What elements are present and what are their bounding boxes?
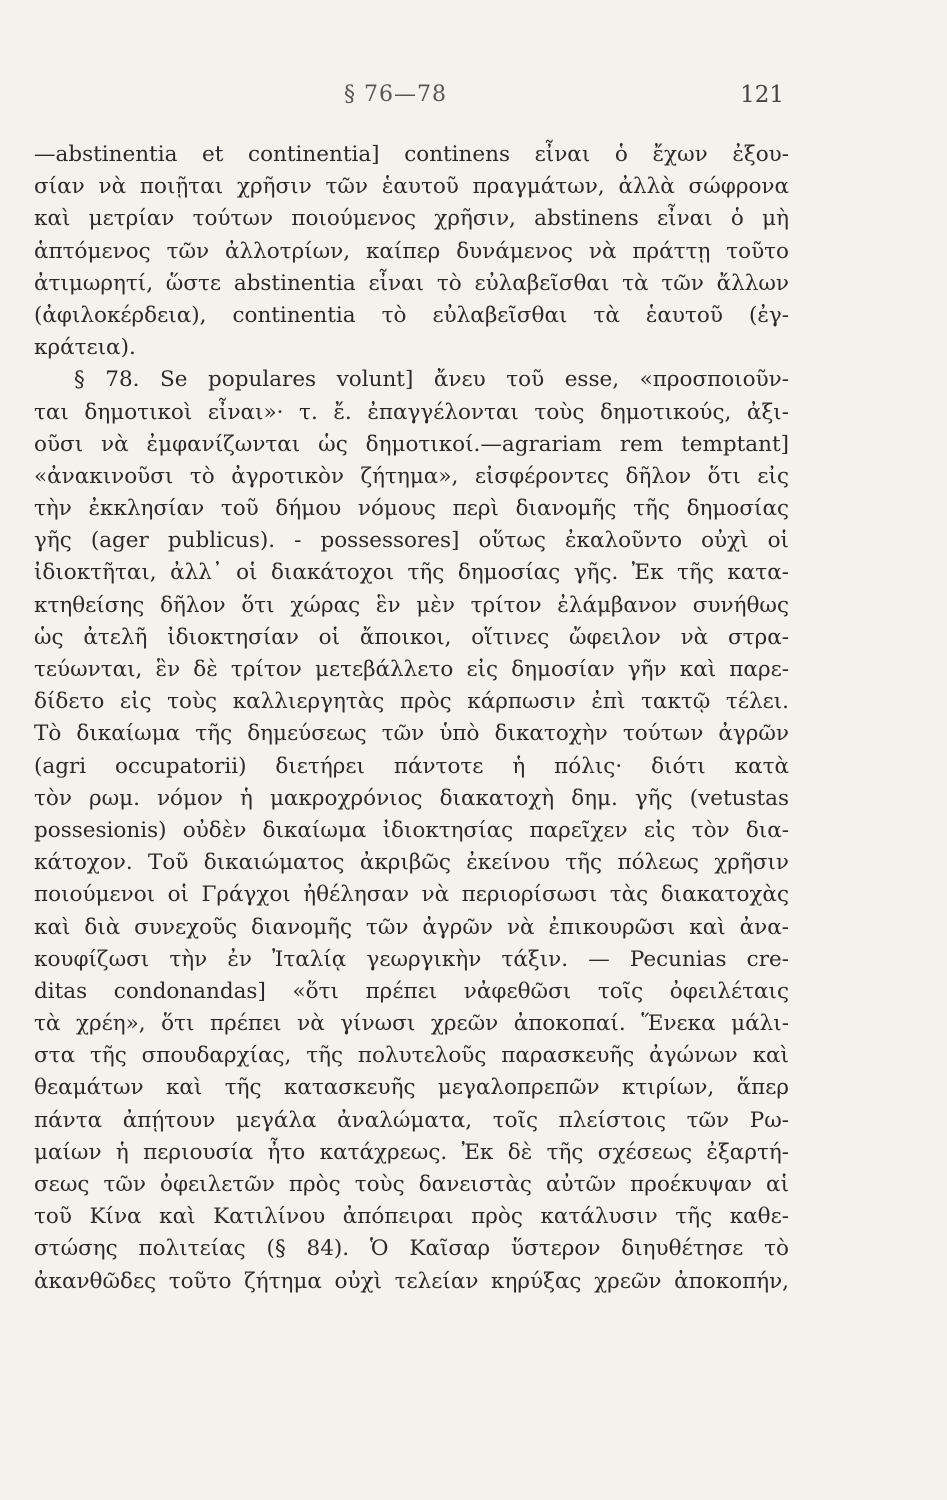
section-reference: § 76—78 — [344, 82, 447, 107]
text-line: ἁπτόμενος τῶν ἀλλοτρίων, καίπερ δυνάμενος νὰ πράττῃ τοῦτο — [34, 238, 789, 264]
text-line: τοῦ Κίνα καὶ Κατιλίνου ἀπόπειραι πρὸς κατάλυσιν τῆς καθε- — [34, 1204, 789, 1230]
text-line: κράτεια). — [34, 335, 136, 361]
text-line: μαίων ἡ περιουσία ἦτο κατάχρεως. Ἐκ δὲ τῆς σχέσεως ἐξαρτή- — [34, 1139, 789, 1165]
text-line: ἰδιοκτῆται, ἀλλ᾽ οἱ διακάτοχοι τῆς δημοσίας γῆς. Ἐκ τῆς κατα- — [34, 560, 789, 586]
text-line: ἀτιμωρητί, ὥστε abstinentia εἶναι τὸ εὐλαβεῖσθαι τὰ τῶν ἄλλων — [34, 270, 789, 296]
text-line: γῆς (ager publicus). - possessores] οὕτως ἐκαλοῦντο οὐχὶ οἱ — [34, 528, 789, 554]
text-line: στώσης πολιτείας (§ 84). Ὁ Καῖσαρ ὕστερον διηυθέτησε τὸ — [34, 1236, 789, 1262]
commentary-text — [34, 139, 789, 1298]
text-line: ται δημοτικοὶ εἶναι»· τ. ἔ. ἐπαγγέλονται τοὺς δημοτικούς, ἀξι- — [34, 399, 789, 425]
text-line: κάτοχον. Τοῦ δικαιώματος ἀκριβῶς ἐκείνου τῆς πόλεως χρῆσιν — [34, 850, 789, 876]
text-line: ὡς ἀτελῆ ἰδιοκτησίαν οἱ ἄποικοι, οἵτινες ὤφειλον νὰ στρα- — [34, 624, 789, 650]
text-line: possesionis) οὐδὲν δικαίωμα ἰδιοκτησίας παρεῖχεν εἰς τὸν δια- — [34, 817, 789, 843]
running-header — [34, 82, 784, 122]
text-line: ditas condonandas] «ὅτι πρέπει νἀφεθῶσι τοῖς ὀφειλέταις — [34, 978, 789, 1004]
text-line: τεύωνται, ἓν δὲ τρίτον μετεβάλλετο εἰς δημοσίαν γῆν καὶ παρε- — [34, 657, 789, 682]
text-line: στα τῆς σπουδαρχίας, τῆς πολυτελοῦς παρασκευῆς ἀγώνων καὶ — [34, 1043, 789, 1069]
text-line: οῦσι νὰ ἐμφανίζωνται ὡς δημοτικοί.—agrariam rem temptant] — [34, 431, 789, 457]
text-line: (ἀφιλοκέρδεια), continentia τὸ εὐλαβεῖσθαι τὰ ἑαυτοῦ (ἐγ- — [34, 302, 789, 328]
text-line: τὸν ρωμ. νόμον ἡ μακροχρόνιος διακατοχὴ δημ. γῆς (vetustas — [34, 785, 789, 811]
text-line: —abstinentia et continentia] continens εἶναι ὁ ἔχων ἐξου- — [34, 142, 789, 167]
text-line: καὶ μετρίαν τούτων ποιούμενος χρῆσιν, abstinens εἶναι ὁ μὴ — [34, 206, 789, 232]
text-line: «ἀνακινοῦσι τὸ ἀγροτικὸν ζήτημα», εἰσφέροντες δῆλον ὅτι εἰς — [34, 463, 789, 489]
text-line: σίαν νὰ ποιῇται χρῆσιν τῶν ἑαυτοῦ πραγμάτων, ἀλλὰ σώφρονα — [34, 174, 789, 200]
text-line: Τὸ δικαίωμα τῆς δημεύσεως τῶν ὑπὸ δικατοχὴν τούτων ἀγρῶν — [34, 721, 789, 747]
text-line: τὰ χρέη», ὅτι πρέπει νὰ γίνωσι χρεῶν ἀποκοπαί. Ἕνεκα μάλι- — [34, 1011, 789, 1037]
text-line: δίδετο εἰς τοὺς καλλιεργητὰς πρὸς κάρπωσιν ἐπὶ τακτῷ τέλει. — [34, 689, 789, 715]
text-line: κουφίζωσι τὴν ἐν Ἰταλίᾳ γεωργικὴν τάξιν. — Pecunias cre- — [34, 946, 789, 972]
text-line: σεως τῶν ὀφειλετῶν πρὸς τοὺς δανειστὰς αὐτῶν προέκυψαν αἱ — [34, 1172, 789, 1197]
section-heading-line: § 78. Se populares volunt] ἄνευ τοῦ esse, «προσποιοῦν- — [74, 367, 789, 393]
page-number: 121 — [740, 82, 784, 108]
text-line: ἀκανθῶδες τοῦτο ζήτημα οὐχὶ τελείαν κηρύξας χρεῶν ἀποκοπήν, — [34, 1268, 789, 1294]
text-line: ποιούμενοι οἱ Γράγχοι ἠθέλησαν νὰ περιορίσωσι τὰς διακατοχὰς — [34, 882, 789, 908]
text-line: τὴν ἐκκλησίαν τοῦ δήμου νόμους περὶ διανομῆς τῆς δημοσίας — [34, 496, 789, 522]
text-line: πάντα ἀπῄτουν μεγάλα ἀναλώματα, τοῖς πλείστοις τῶν Ρω- — [34, 1107, 789, 1133]
text-line: θεαμάτων καὶ τῆς κατασκευῆς μεγαλοπρεπῶν κτιρίων, ἅπερ — [34, 1075, 789, 1101]
text-line: καὶ διὰ συνεχοῦς διανομῆς τῶν ἀγρῶν νὰ ἐπικουρῶσι καὶ ἀνα- — [34, 914, 789, 940]
text-line: (agri occupatorii) διετήρει πάντοτε ἡ πόλις· διότι κατὰ — [34, 753, 789, 779]
text-line: κτηθείσης δῆλον ὅτι χώρας ἓν μὲν τρίτον ἐλάμβανον συνήθως — [34, 592, 789, 618]
